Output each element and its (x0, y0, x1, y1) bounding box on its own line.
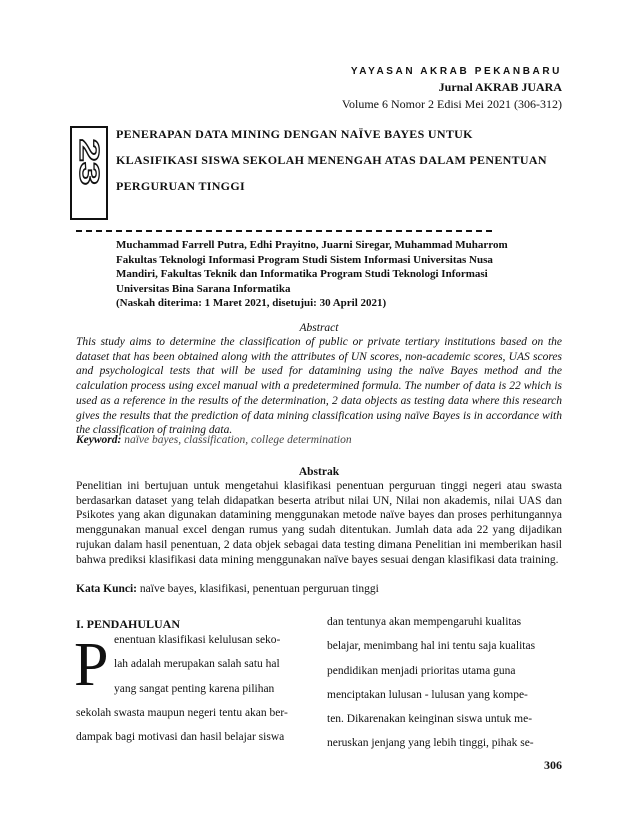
publisher-name: YAYASAN AKRAB PEKANBARU (350, 66, 562, 77)
column-right (327, 610, 561, 756)
page-number: 306 (544, 758, 562, 772)
abstrak-text: Penelitian ini bertujuan untuk mengetahui klasifikasi penentuan perguruan tinggi negeri atau swasta berdasarkan dataset yang telah didapatkan beserta atribut nilai UN, Nilai non akademis, nilai UAS dan Psikotes yang akan digunakan datamining menggunakan metode naïve bayes dan proses perhitungannya menggunakan manual excel dengan rumus yang sudah ditentukan. Jumlah data ada 22 yang dijadikan rujukan dalam hasil penentuan, 2 data objek sebagai data testing dimana Penelitian ini memberikan hasil bahwa prediksi klasifikasi data mining menggunakan naïve bayes sesuai dengan klasifikasi data training. (76, 480, 562, 566)
text-line: pendidikan menjadi prioritas utama guna (327, 664, 516, 677)
text-line: yang sangat penting karena pilihan (114, 682, 275, 695)
abstract-heading: Abstract (299, 322, 339, 334)
column-left (76, 628, 307, 749)
section-heading: I. PENDAHULUAN (76, 617, 181, 631)
abstract-text: This study aims to determine the classification of public or private tertiary institutions based on the dataset that has been obtained along with the attributes of UN scores, non-academic scores, UAS scores and psychological tests that will be used for datamining using the naïve Bayes method and the calculation process using excel manual with a predetermined formula. The number of data is 22 which is used as a reference in the results of the determination, 2 data objects as testing data where this research gives the results that the prediction of data mining classification using naïve Bayes is in accordance with the classification of training data. (76, 336, 562, 437)
text-line: dampak bagi motivasi dan hasil belajar siswa (76, 731, 285, 744)
article-number: 23 (74, 138, 105, 186)
affiliation-line-2: Mandiri, Fakultas Teknik dan Informatika Program Studi Teknologi Informasi (116, 268, 488, 280)
authors: Muchammad Farrell Putra, Edhi Prayitno, Juarni Siregar, Muhammad Muharrom (116, 239, 508, 251)
text-line: sekolah swasta maupun negeri tentu akan ber- (76, 706, 288, 719)
keywords-values: naïve bayes, classification, college determination (121, 434, 352, 446)
text-line: ten. Dikarenakan keinginan siswa untuk me- (327, 713, 533, 726)
volume-info: Volume 6 Nomor 2 Edisi Mei 2021 (306-312) (341, 97, 562, 111)
title-line-3: PERGURUAN TINGGI (116, 179, 245, 193)
article-number-box (70, 126, 108, 220)
kata-kunci-label: Kata Kunci: (76, 583, 138, 595)
keywords-label: Keyword: (76, 434, 122, 446)
text-line: enentuan klasifikasi kelulusan seko- (114, 634, 281, 646)
affiliation-line-1: Fakultas Teknologi Informasi Program Studi Sistem Informasi Universitas Nusa (116, 253, 493, 266)
text-line: neruskan jenjang yang lebih tinggi, pihak se- (327, 737, 534, 750)
kata-kunci-values: naïve bayes, klasifikasi, penentuan perguruan tinggi (137, 583, 379, 595)
text-line: belajar, menimbang hal ini tentu saja kualitas (327, 640, 536, 653)
text-line: lah adalah merupakan salah satu hal (114, 658, 280, 671)
text-line: menciptakan lulusan - lulusan yang kompe- (327, 688, 528, 701)
submission-dates: (Naskah diterima: 1 Maret 2021, disetujui: 30 April 2021) (116, 297, 387, 309)
keywords-line (76, 434, 562, 446)
title-line-1: PENERAPAN DATA MINING DENGAN NAÏVE BAYES UNTUK (116, 127, 473, 141)
journal-name: Jurnal AKRAB JUARA (438, 80, 562, 94)
title-divider (76, 230, 492, 232)
drop-cap: P (74, 631, 109, 699)
title-line-2: KLASIFIKASI SISWA SEKOLAH MENENGAH ATAS DALAM PENENTUAN (116, 153, 547, 167)
text-line: dan tentunya akan mempengaruhi kualitas (327, 616, 522, 628)
kata-kunci-line (76, 583, 562, 595)
affiliation-line-3: Universitas Bina Sarana Informatika (116, 282, 291, 295)
author-block (116, 238, 566, 311)
abstrak-heading: Abstrak (298, 466, 340, 478)
